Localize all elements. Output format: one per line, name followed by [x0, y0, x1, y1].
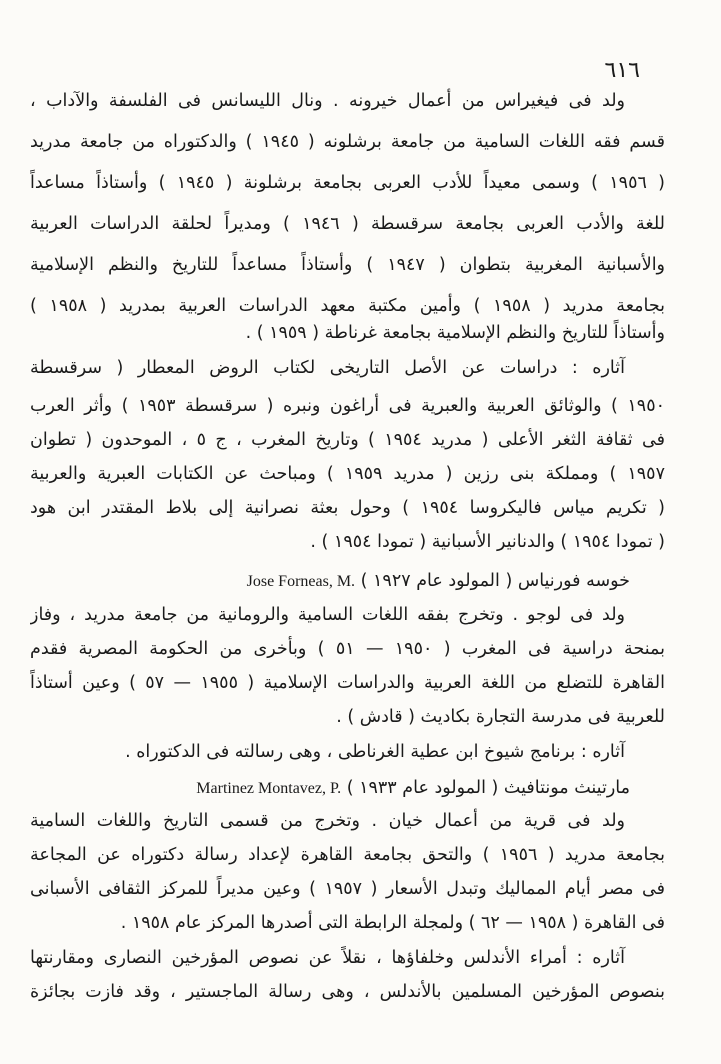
text-line: وأستاذاً للتاريخ والنظم الإسلامية بجامعة غرناطة ( ١٩٥٩ ) . — [245, 323, 665, 343]
text-line: ( تمودا ١٩٥٤ ) والدنانير الأسبانية ( تمودا ١٩٥٤ ) . — [310, 532, 665, 552]
text-line: للعربية فى مدرسة التجارة بكاديث ( قادش ) . — [336, 707, 665, 727]
text-line: ١٩٥٠ ) والوثائق العربية والعبرية فى أراغون ونبره ( سرقسطة ١٩٥٣ ) وأثر العرب — [30, 396, 665, 416]
page-number: ٦١٦ — [604, 58, 640, 83]
text-line: بجامعة مدريد ( ١٩٥٨ ) وأمين مكتبة معهد الدراسات العربية بمدريد ( ١٩٥٨ ) — [30, 296, 665, 316]
text-line: آثاره : برنامج شيوخ ابن عطية الغرناطى ، وهى رسالته فى الدكتوراه . — [125, 742, 625, 762]
text-line: قسم فقه اللغات السامية من جامعة برشلونه ( ١٩٤٥ ) والدكتوراه من جامعة مدريد — [30, 132, 665, 152]
text-line: للغة والأدب العربى بجامعة سرقسطة ( ١٩٤٦ ) ومديراً لحلقة الدراسات العربية — [30, 214, 665, 234]
text-line: القاهرة للتضلع من اللغة العربية والدراسات الإسلامية ( ١٩٥٥ — ٥٧ ) وعين أستاذاً — [30, 673, 665, 693]
text-line: بجامعة مدريد ( ١٩٥٦ ) والتحق بجامعة القاهرة لإعداد رسالة دكتوراه عن المجاعة — [30, 845, 665, 865]
entry-heading — [30, 566, 630, 597]
entry-heading-arabic: مارتينث مونتافيث ( المولود عام ١٩٣٣ ) — [346, 778, 630, 798]
text-line: فى القاهرة ( ١٩٥٨ — ٦٢ ) ولمجلة الرابطة التى أصدرها المركز عام ١٩٥٨ . — [120, 913, 665, 933]
entry-heading — [30, 773, 630, 804]
text-line: ١٩٥٧ ) ومملكة بنى رزين ( مدريد ١٩٥٩ ) ومباحث عن الكتابات العبرية والعربية — [30, 464, 665, 484]
text-line: بمنحة دراسية فى المغرب ( ١٩٥٠ — ٥١ ) وبأخرى من الحكومة المصرية فقدم — [30, 639, 665, 659]
text-line: فى ثقافة الثغر الأعلى ( مدريد ١٩٥٤ ) وتاريخ المغرب ، ج ٥ ، الموحدون ( تطوان — [30, 430, 665, 450]
text-line: ولد فى لوجو . وتخرج بفقه اللغات السامية والرومانية من جامعة مدريد ، وفاز — [30, 605, 625, 625]
entry-heading-arabic: خوسه فورنياس ( المولود عام ١٩٢٧ ) — [360, 571, 630, 591]
text-line: ( تكريم مياس فاليكروسا ١٩٥٤ ) وحول بعثة نصرانية إلى بلاط المقتدر ابن هود — [30, 498, 665, 518]
text-line: بنصوص المؤرخين المسلمين بالأندلس ، وهى رسالة الماجستير ، وقد فازت بجائزة — [30, 982, 665, 1002]
text-line: والأسبانية المغربية بتطوان ( ١٩٤٧ ) وأستاذاً مساعداً للتاريخ والنظم الإسلامية — [30, 255, 665, 275]
text-line: ولد فى فيغيراس من أعمال خيرونه . ونال الليسانس فى الفلسفة والآداب ، — [30, 91, 625, 111]
text-line: آثاره : أمراء الأندلس وخلفاؤها ، نقلاً عن نصوص المؤرخين النصارى ومقارنتها — [30, 948, 625, 968]
entry-heading-latin: Martinez Montavez, P. — [196, 780, 342, 797]
text-line: ولد فى قرية من أعمال خيان . وتخرج من قسمى التاريخ واللغات السامية — [30, 811, 625, 831]
entry-heading-latin: Jose Forneas, M. — [246, 573, 356, 590]
text-line: فى مصر أيام المماليك وتبدل الأسعار ( ١٩٥٧ ) وعين مديراً للمركز الثقافى الأسبانى — [30, 879, 665, 899]
text-line: ( ١٩٥٦ ) وسمى معيداً للأدب العربى بجامعة برشلونة ( ١٩٤٥ ) وأستاذاً مساعداً — [30, 173, 665, 193]
text-line: آثاره : دراسات عن الأصل التاريخى لكتاب الروض المعطار ( سرقسطة — [30, 358, 625, 378]
